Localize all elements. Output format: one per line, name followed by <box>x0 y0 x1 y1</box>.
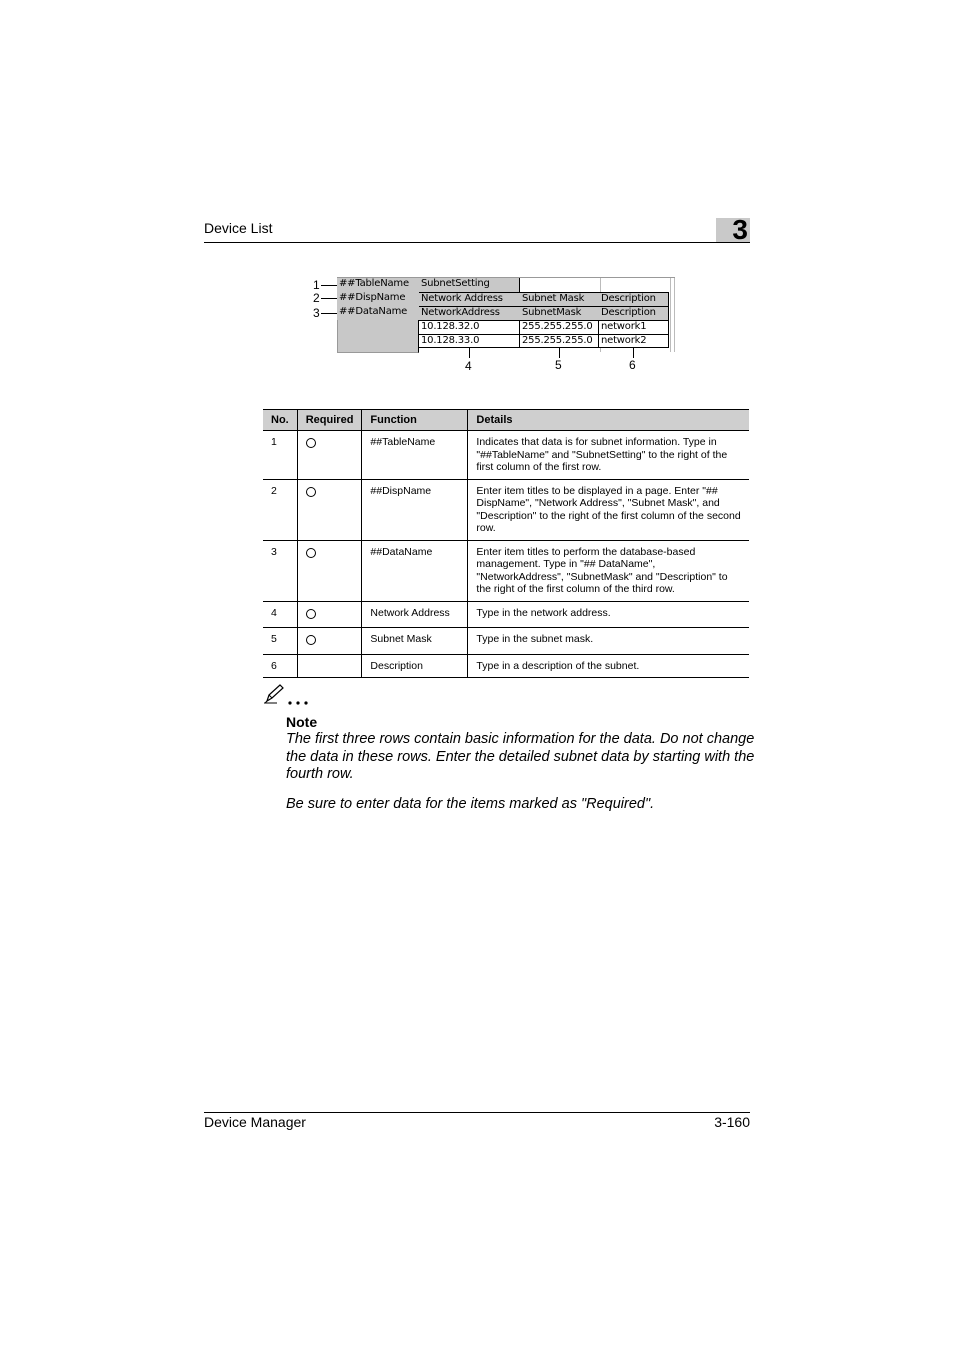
col-header-function: Function <box>362 410 468 431</box>
cell-a1: ##TableName <box>337 278 419 292</box>
settings-table <box>263 409 749 678</box>
required-circle-icon <box>306 487 316 497</box>
table-header-row <box>263 410 749 431</box>
required-circle-icon <box>306 438 316 448</box>
cell-required <box>297 654 362 678</box>
cell-c5: 255.255.255.0 <box>520 334 599 348</box>
chapter-tab <box>716 214 750 245</box>
cell-b1: SubnetSetting <box>419 278 520 292</box>
note-paragraph: Be sure to enter data for the items marked as "Required". <box>286 796 655 812</box>
cell-required <box>297 540 362 601</box>
callout-3: 3 <box>313 306 320 320</box>
cell-required <box>297 628 362 655</box>
cell-b5: 10.128.33.0 <box>419 334 520 348</box>
table-row <box>263 628 749 655</box>
cell-c2: Subnet Mask <box>520 292 599 306</box>
cell-d3: Description <box>599 306 669 320</box>
running-header-title: Device List <box>204 220 273 236</box>
spreadsheet-figure <box>310 274 690 374</box>
table-row <box>263 479 749 540</box>
cell-function: Subnet Mask <box>362 628 468 655</box>
cell-d5: network2 <box>599 334 669 348</box>
cell-function: ##DataName <box>362 540 468 601</box>
cell-details: Type in the network address. <box>468 601 749 628</box>
callout-4: 4 <box>465 359 472 373</box>
table-row <box>263 654 749 678</box>
table-row <box>263 540 749 601</box>
callout-2: 2 <box>313 291 320 305</box>
cell-function: Description <box>362 654 468 678</box>
callout-line <box>559 348 560 358</box>
cell-d4: network1 <box>599 320 669 334</box>
cell-function: ##DispName <box>362 479 468 540</box>
cell-no: 2 <box>263 479 297 540</box>
footer-rule <box>204 1112 750 1113</box>
cell-required <box>297 479 362 540</box>
cell-a2: ##DispName <box>337 292 419 306</box>
callout-line <box>321 285 337 286</box>
col-header-details: Details <box>468 410 749 431</box>
cell-function: Network Address <box>362 601 468 628</box>
cell-no: 3 <box>263 540 297 601</box>
cell-required <box>297 601 362 628</box>
footer-title: Device Manager <box>204 1114 306 1130</box>
cell-no: 1 <box>263 431 297 480</box>
table-row <box>263 601 749 628</box>
callout-line <box>321 298 337 299</box>
cell-d2: Description <box>599 292 669 306</box>
cell-details: Type in a description of the subnet. <box>468 654 749 678</box>
header-rule <box>204 242 750 243</box>
cell-b4: 10.128.32.0 <box>419 320 520 334</box>
cell-details: Enter item titles to perform the database-based management. Type in "## DataName", "NetworkAddress", "SubnetMask" and "Description" to the right of the first column of the third row. <box>468 540 749 601</box>
cell-c4: 255.255.255.0 <box>520 320 599 334</box>
required-circle-icon <box>306 635 316 645</box>
callout-line <box>469 348 470 358</box>
cell-no: 5 <box>263 628 297 655</box>
cell-no: 4 <box>263 601 297 628</box>
table-row <box>263 431 749 480</box>
chapter-number: 3 <box>732 214 748 245</box>
cell-a3: ##DataName <box>337 306 419 320</box>
grid-line <box>670 277 671 352</box>
callout-line <box>633 348 634 358</box>
cell-b3: NetworkAddress <box>419 306 520 320</box>
cell-function: ##TableName <box>362 431 468 480</box>
callout-1: 1 <box>313 278 320 292</box>
cell-no: 6 <box>263 654 297 678</box>
pencil-note-icon <box>263 683 313 705</box>
note-heading: Note <box>286 714 318 730</box>
cell-b2: Network Address <box>419 292 520 306</box>
note-paragraph: The first three rows contain basic information for the data. Do not change the data in these rows. Enter the detailed subnet data by starting with the fourth row. <box>286 731 755 782</box>
cell-details: Indicates that data is for subnet information. Type in "##TableName" and "SubnetSetting" to the right of the first column of the first row. <box>468 431 749 480</box>
col-header-required: Required <box>297 410 362 431</box>
cell-c3: SubnetMask <box>520 306 599 320</box>
cell-details: Enter item titles to be displayed in a page. Enter "## DispName", "Network Address", "Subnet Mask", and "Description" to the right of the first column of the second row. <box>468 479 749 540</box>
grid-line <box>674 277 675 352</box>
col-header-no: No. <box>263 410 297 431</box>
callout-6: 6 <box>629 358 636 372</box>
callout-line <box>321 313 337 314</box>
page-number: 3-160 <box>714 1114 750 1130</box>
required-circle-icon <box>306 609 316 619</box>
required-circle-icon <box>306 548 316 558</box>
cell-required <box>297 431 362 480</box>
callout-5: 5 <box>555 358 562 372</box>
cell-details: Type in the subnet mask. <box>468 628 749 655</box>
